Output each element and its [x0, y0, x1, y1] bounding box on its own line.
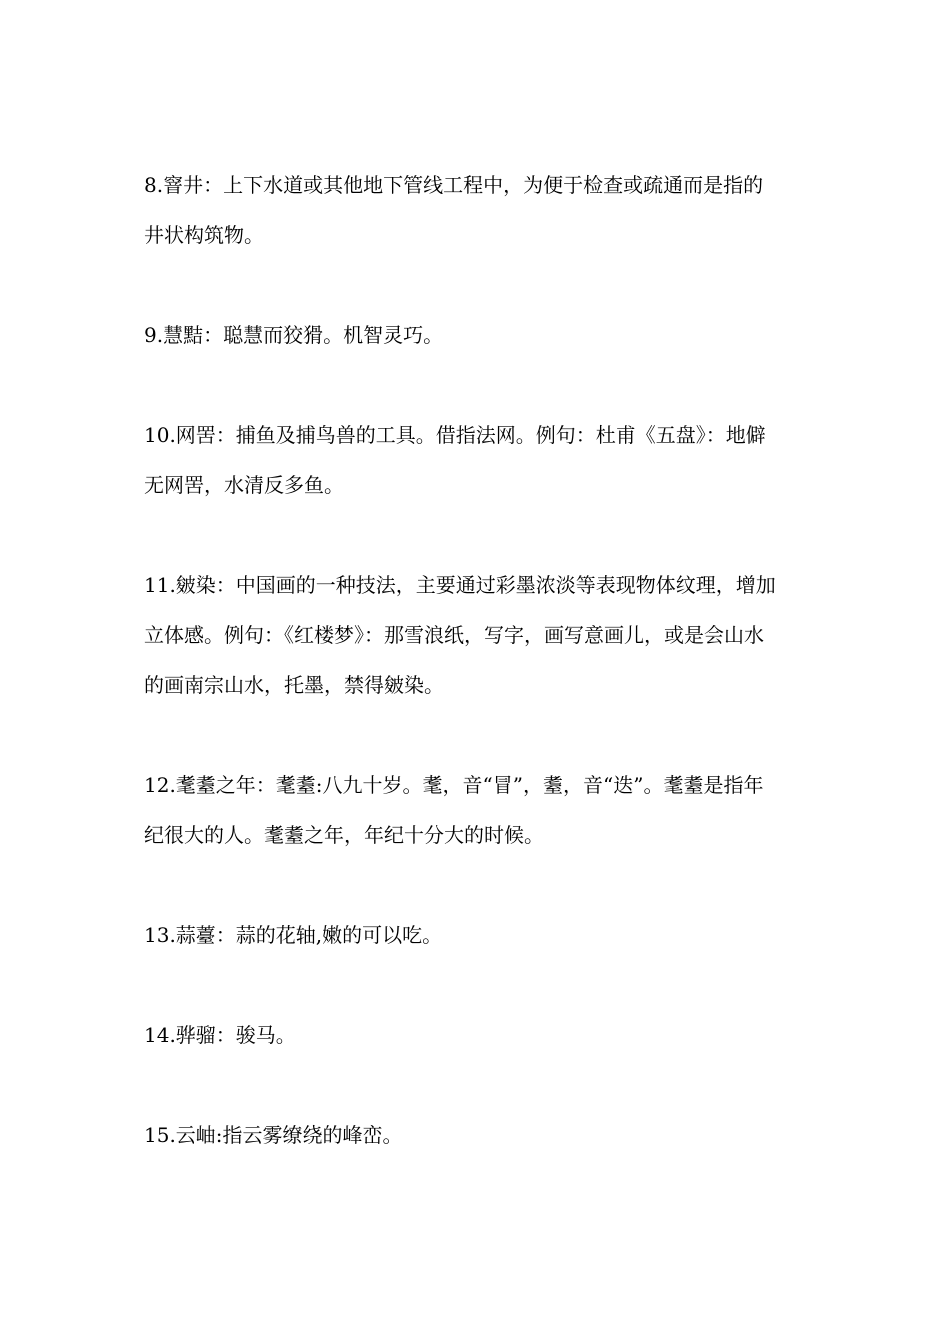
- entry-line: 14.骅骝：骏马。: [144, 1023, 296, 1047]
- entry-line: 无网罟，水清反多鱼。: [144, 473, 344, 497]
- entry-line: 11.皴染：中国画的一种技法，主要通过彩墨浓淡等表现物体纹理，增加: [144, 573, 776, 597]
- entry-8: [144, 160, 808, 260]
- entry-12: [144, 760, 808, 860]
- entry-11: [144, 560, 808, 710]
- entry-line: 13.蒜薹：蒜的花轴,嫩的可以吃。: [144, 923, 443, 947]
- entry-9: [144, 310, 808, 360]
- entry-line: 立体感。例句：《红楼梦》：那雪浪纸，写字，画写意画儿，或是会山水: [144, 623, 764, 647]
- entry-line: 15.云岫:指云雾缭绕的峰峦。: [144, 1123, 403, 1147]
- entry-14: [144, 1010, 808, 1060]
- entry-line: 8.窨井：上下水道或其他地下管线工程中，为便于检查或疏通而是指的: [144, 173, 764, 197]
- entry-line: 井状构筑物。: [144, 223, 264, 247]
- entry-15: [144, 1110, 808, 1160]
- entry-line: 10.网罟：捕鱼及捕鸟兽的工具。借指法网。例句：杜甫《五盘》：地僻: [144, 423, 766, 447]
- entry-line: 9.慧黠：聪慧而狡猾。机智灵巧。: [144, 323, 444, 347]
- entry-line: 纪很大的人。耄耋之年，年纪十分大的时候。: [144, 823, 544, 847]
- entry-line: 12.耄耋之年：耄耋:八九十岁。耄，音“冒”，耋，音“迭”。耄耋是指年: [144, 773, 764, 797]
- entry-10: [144, 410, 808, 510]
- entry-line: 的画南宗山水，托墨，禁得皴染。: [144, 673, 444, 697]
- entry-13: [144, 910, 808, 960]
